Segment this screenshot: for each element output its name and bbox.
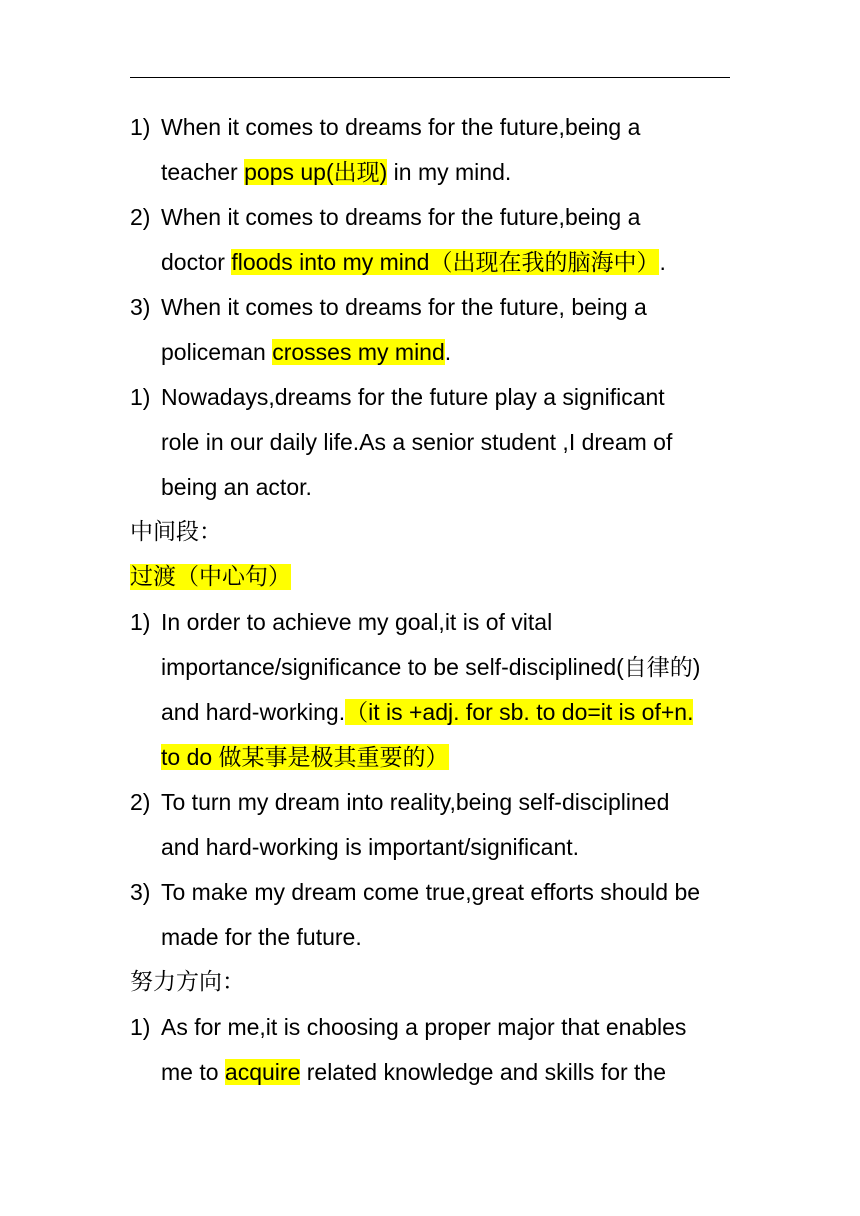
text-line (161, 735, 770, 780)
text-line (161, 195, 770, 240)
list-item (130, 780, 770, 870)
text-segment: related knowledge and skills for the (300, 1059, 667, 1085)
text-line (161, 825, 770, 870)
text-line (161, 105, 770, 150)
text-segment: and hard-working. (161, 699, 346, 725)
highlighted-text: crosses my mind (272, 339, 445, 365)
text-line (161, 330, 770, 375)
text-line (161, 645, 770, 690)
text-segment: When it comes to dreams for the future,being a (161, 204, 641, 230)
text-segment: importance/significance to be self-disciplined(自律的) (161, 654, 701, 680)
text-segment: In order to achieve my goal,it is of vital (161, 609, 553, 635)
list-number: 1) (130, 384, 151, 410)
text-segment: being an actor. (161, 474, 312, 500)
list-number: 3) (130, 294, 151, 320)
text-segment: in my mind. (387, 159, 512, 185)
text-segment: . (659, 249, 666, 275)
text-line (161, 600, 770, 645)
list-item (130, 285, 770, 375)
highlighted-text: （it is +adj. for sb. to do=it is of+n. (345, 699, 694, 725)
list-number: 1) (130, 609, 151, 635)
text-segment: teacher (161, 159, 245, 185)
text-segment: To turn my dream into reality,being self-disciplined (161, 789, 670, 815)
list-number: 1) (130, 114, 151, 140)
text-segment: . (444, 339, 452, 365)
text-line (161, 780, 770, 825)
text-line (161, 285, 770, 330)
text-line (161, 240, 770, 285)
list-item (130, 195, 770, 285)
header-rule (130, 77, 730, 78)
list-number: 2) (130, 789, 151, 815)
text-segment: role in our daily life.As a senior student ,I dream of (161, 429, 673, 455)
text-segment: made for the future. (161, 924, 362, 950)
text-line (161, 690, 770, 735)
list-number: 2) (130, 204, 151, 230)
text-line (161, 915, 770, 960)
section-heading (130, 510, 770, 555)
text-segment: and hard-working is important/significant. (161, 834, 580, 860)
highlighted-text: to do 做某事是极其重要的） (161, 744, 449, 770)
list-item (130, 105, 770, 195)
text-segment: To make my dream come true,great efforts should be (161, 879, 701, 905)
document-body (130, 105, 770, 1095)
text-line (161, 375, 770, 420)
heading-text: 努力方向： (130, 969, 245, 995)
text-segment: Nowadays,dreams for the future play a significant (161, 384, 665, 410)
heading-text: 过渡（中心句） (130, 564, 291, 590)
highlighted-text: pops up(出现) (244, 159, 388, 185)
text-line (161, 1050, 770, 1095)
text-segment: When it comes to dreams for the future,being a (161, 114, 641, 140)
list-item (130, 375, 770, 510)
list-number: 3) (130, 879, 151, 905)
section-heading (130, 960, 770, 1005)
text-line (161, 150, 770, 195)
text-segment: As for me,it is choosing a proper major that enables (161, 1014, 687, 1040)
text-line (161, 420, 770, 465)
text-line (161, 1005, 770, 1050)
text-line (161, 870, 770, 915)
text-segment: me to (161, 1059, 225, 1085)
text-segment: policeman (161, 339, 273, 365)
section-heading (130, 555, 770, 600)
list-number: 1) (130, 1014, 151, 1040)
list-item (130, 870, 770, 960)
text-line (161, 465, 770, 510)
highlighted-text: acquire (224, 1059, 301, 1085)
text-segment: doctor (161, 249, 232, 275)
heading-text: 中间段： (130, 519, 222, 545)
text-segment: When it comes to dreams for the future, being a (161, 294, 647, 320)
highlighted-text: floods into my mind（出现在我的脑海中） (231, 249, 660, 275)
list-item (130, 600, 770, 780)
list-item (130, 1005, 770, 1095)
